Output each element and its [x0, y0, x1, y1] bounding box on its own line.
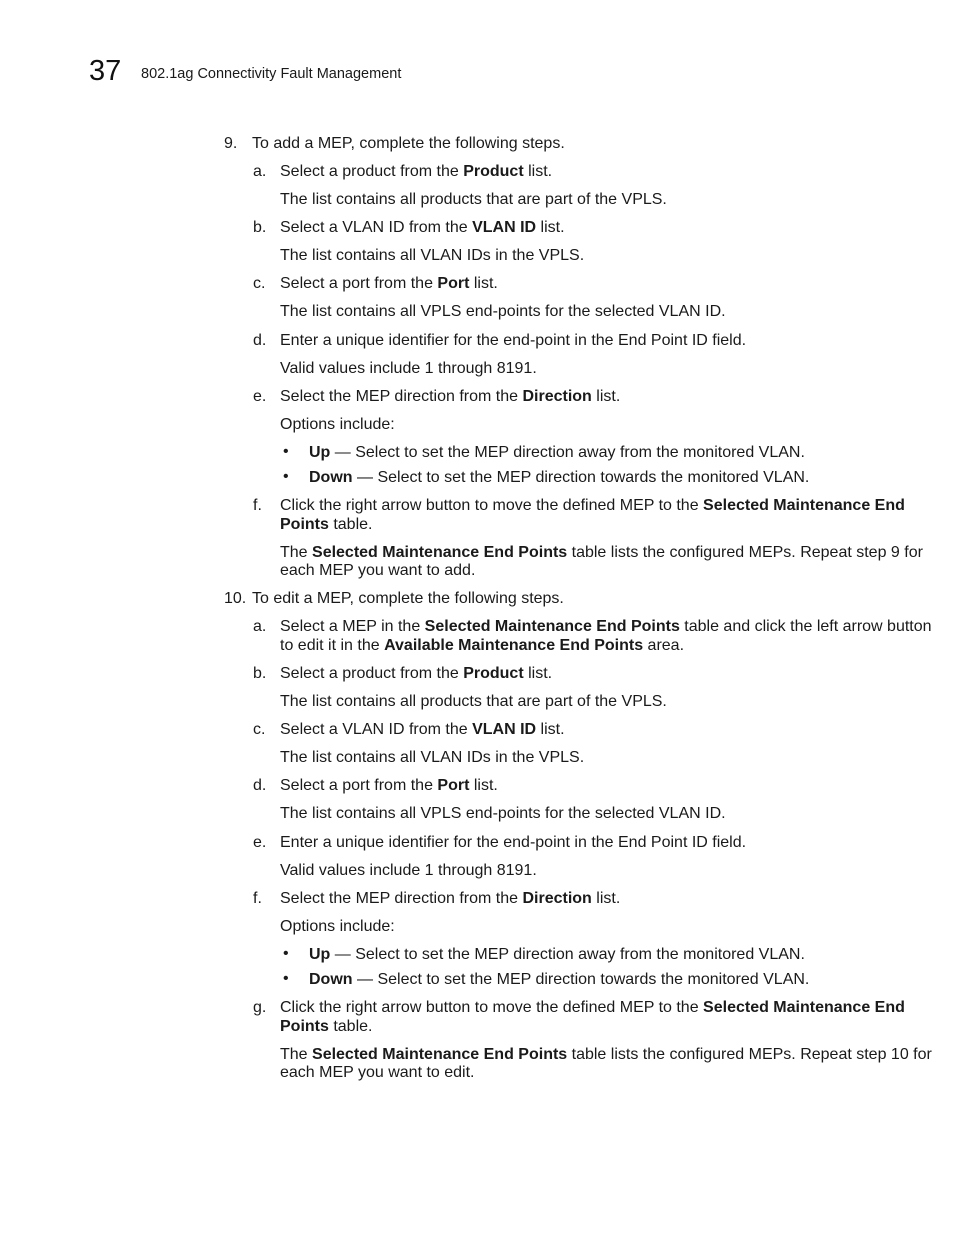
step-9-text: To add a MEP, complete the following steps.: [252, 135, 565, 152]
step-9e-option-down: Down — Select to set the MEP direction towards the monitored VLAN.: [309, 469, 810, 486]
step-9e-text: Select the MEP direction from the Direction list.: [280, 388, 621, 405]
step-10c-letter: c.: [253, 721, 266, 738]
step-9a-note: The list contains all products that are part of the VPLS.: [280, 191, 667, 208]
step-10g-text-line2: Points table.: [280, 1018, 373, 1035]
step-9d-note: Valid values include 1 through 8191.: [280, 360, 537, 377]
step-10g-text-line1: Click the right arrow button to move the defined MEP to the Selected Maintenance End: [280, 999, 905, 1016]
step-10c-text: Select a VLAN ID from the VLAN ID list.: [280, 721, 565, 738]
chapter-title: 802.1ag Connectivity Fault Management: [141, 66, 402, 82]
step-10g-letter: g.: [253, 999, 267, 1016]
step-9f-note-line1: The Selected Maintenance End Points table lists the configured MEPs. Repeat step 9 for: [280, 544, 923, 561]
bullet-icon: •: [283, 468, 289, 485]
step-10f-note: Options include:: [280, 918, 395, 935]
step-10g-note-line1: The Selected Maintenance End Points table lists the configured MEPs. Repeat step 10 for: [280, 1046, 932, 1063]
bullet-icon: •: [283, 443, 289, 460]
step-10d-letter: d.: [253, 777, 267, 794]
step-10c-note: The list contains all VLAN IDs in the VPLS.: [280, 749, 585, 766]
step-10g-note-line2: each MEP you want to edit.: [280, 1064, 475, 1081]
step-9c-text: Select a port from the Port list.: [280, 275, 498, 292]
step-10d-text: Select a port from the Port list.: [280, 777, 498, 794]
step-9a-text: Select a product from the Product list.: [280, 163, 553, 180]
step-9c-note: The list contains all VPLS end-points for the selected VLAN ID.: [280, 303, 726, 320]
step-9e-letter: e.: [253, 388, 267, 405]
step-10b-text: Select a product from the Product list.: [280, 665, 553, 682]
step-9d-letter: d.: [253, 332, 267, 349]
step-10e-note: Valid values include 1 through 8191.: [280, 862, 537, 879]
step-9d-text: Enter a unique identifier for the end-point in the End Point ID field.: [280, 332, 747, 349]
step-9a-letter: a.: [253, 163, 267, 180]
step-10f-text: Select the MEP direction from the Direction list.: [280, 890, 621, 907]
step-10f-option-up: Up — Select to set the MEP direction away from the monitored VLAN.: [309, 946, 805, 963]
step-9f-text-line1: Click the right arrow button to move the defined MEP to the Selected Maintenance End: [280, 497, 905, 514]
step-10b-note: The list contains all products that are part of the VPLS.: [280, 693, 667, 710]
step-10-number: 10.: [224, 590, 247, 607]
step-10a-text-line1: Select a MEP in the Selected Maintenance End Points table and click the left arrow button: [280, 618, 932, 635]
step-10f-option-down: Down — Select to set the MEP direction towards the monitored VLAN.: [309, 971, 810, 988]
step-10f-letter: f.: [253, 890, 262, 907]
step-9f-note-line2: each MEP you want to add.: [280, 562, 476, 579]
step-10d-note: The list contains all VPLS end-points for the selected VLAN ID.: [280, 805, 726, 822]
step-10a-text-line2: to edit it in the Available Maintenance End Points area.: [280, 637, 685, 654]
step-10b-letter: b.: [253, 665, 267, 682]
step-10a-letter: a.: [253, 618, 267, 635]
step-9f-text-line2: Points table.: [280, 516, 373, 533]
step-9e-note: Options include:: [280, 416, 395, 433]
step-9f-letter: f.: [253, 497, 262, 514]
step-10e-letter: e.: [253, 834, 267, 851]
chapter-number: 37: [89, 55, 122, 87]
step-10-text: To edit a MEP, complete the following steps.: [252, 590, 564, 607]
step-9c-letter: c.: [253, 275, 266, 292]
step-9b-letter: b.: [253, 219, 267, 236]
bullet-icon: •: [283, 945, 289, 962]
step-9b-text: Select a VLAN ID from the VLAN ID list.: [280, 219, 565, 236]
bullet-icon: •: [283, 970, 289, 987]
step-9b-note: The list contains all VLAN IDs in the VPLS.: [280, 247, 585, 264]
step-9e-option-up: Up — Select to set the MEP direction away from the monitored VLAN.: [309, 444, 805, 461]
step-10e-text: Enter a unique identifier for the end-point in the End Point ID field.: [280, 834, 747, 851]
step-9-number: 9.: [224, 135, 238, 152]
